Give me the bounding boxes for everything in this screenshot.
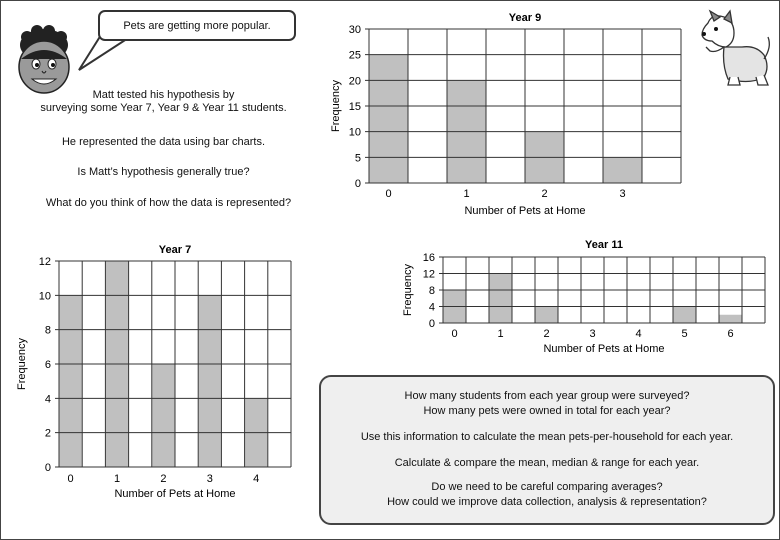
question-4: Calculate & compare the mean, median & range for each year. bbox=[394, 457, 700, 469]
year11-bar-chart bbox=[397, 235, 773, 359]
year7-x-tick-label: 4 bbox=[253, 473, 260, 485]
year7-x-axis-label: Number of Pets at Home bbox=[114, 488, 236, 500]
question-1: How many students from each year group were surveyed? bbox=[404, 390, 690, 402]
year9-bar-chart bbox=[321, 7, 691, 221]
year9-x-tick-label: 3 bbox=[619, 188, 626, 200]
year7-y-tick-label: 4 bbox=[44, 393, 51, 406]
year9-x-tick-label: 2 bbox=[541, 188, 548, 200]
year11-y-tick-label: 4 bbox=[428, 301, 435, 314]
question-3: Use this information to calculate the mean pets-per-household for each year. bbox=[360, 431, 734, 443]
year9-y-tick-label: 10 bbox=[348, 126, 361, 139]
year11-bar bbox=[674, 307, 696, 324]
year9-bar bbox=[604, 157, 642, 183]
year7-chart-title: Year 7 bbox=[158, 244, 192, 256]
matt-face-icon bbox=[13, 21, 75, 99]
year7-bar bbox=[60, 295, 82, 467]
year11-x-tick-label: 1 bbox=[497, 328, 504, 340]
year7-y-tick-label: 12 bbox=[38, 256, 51, 268]
year7-y-tick-label: 8 bbox=[44, 324, 51, 337]
year9-x-tick-label: 1 bbox=[463, 188, 470, 200]
year11-x-tick-label: 3 bbox=[589, 328, 596, 340]
speech-bubble: Pets are getting more popular. bbox=[98, 10, 296, 41]
year9-x-tick-label: 0 bbox=[385, 188, 392, 200]
intro-line-4: Is Matt’s hypothesis generally true? bbox=[77, 166, 250, 178]
year7-y-axis-label: Frequency bbox=[16, 338, 28, 390]
intro-line-3: He represented the data using bar charts. bbox=[61, 136, 265, 148]
year7-bar bbox=[199, 295, 221, 467]
year11-y-axis-label: Frequency bbox=[402, 264, 414, 316]
year7-y-tick-label: 0 bbox=[44, 462, 51, 474]
year11-bar bbox=[720, 315, 742, 323]
questions-box bbox=[319, 375, 775, 525]
year11-y-tick-label: 16 bbox=[422, 252, 435, 264]
year7-bar bbox=[152, 364, 174, 467]
year11-y-tick-label: 8 bbox=[428, 285, 435, 297]
year11-x-tick-label: 4 bbox=[635, 328, 642, 340]
year11-x-tick-label: 6 bbox=[727, 328, 734, 340]
question-6: How could we improve data collection, analysis & representation? bbox=[387, 496, 707, 508]
year11-bar bbox=[490, 274, 512, 324]
intro-line-5: What do you think of how the data is represented? bbox=[45, 197, 292, 209]
year7-y-tick-label: 6 bbox=[44, 359, 51, 371]
year11-chart-title: Year 11 bbox=[585, 239, 623, 251]
intro-line-2: surveying some Year 7, Year 9 & Year 11 students. bbox=[40, 102, 287, 114]
question-2: How many pets were owned in total for each year? bbox=[423, 405, 671, 417]
year9-y-tick-label: 0 bbox=[354, 178, 361, 190]
year9-y-tick-label: 25 bbox=[348, 49, 361, 62]
year9-bar bbox=[370, 55, 408, 183]
intro-line-1: Matt tested his hypothesis by bbox=[92, 89, 235, 101]
year7-x-tick-label: 1 bbox=[113, 473, 121, 485]
dog-icon bbox=[694, 7, 774, 87]
year9-y-axis-label: Frequency bbox=[330, 80, 342, 132]
year9-chart-title: Year 9 bbox=[508, 12, 542, 24]
year9-x-axis-label: Number of Pets at Home bbox=[464, 205, 586, 217]
year11-x-tick-label: 5 bbox=[681, 328, 688, 340]
year9-y-tick-label: 15 bbox=[348, 101, 361, 113]
year11-y-tick-label: 0 bbox=[428, 318, 435, 330]
year11-x-tick-label: 2 bbox=[543, 328, 550, 340]
question-5: Do we need to be careful comparing averages? bbox=[431, 481, 663, 493]
year9-y-tick-label: 5 bbox=[354, 152, 361, 165]
year7-x-tick-label: 3 bbox=[206, 473, 213, 485]
year11-x-axis-label: Number of Pets at Home bbox=[543, 343, 665, 355]
year9-y-tick-label: 30 bbox=[348, 24, 361, 36]
year9-y-tick-label: 20 bbox=[348, 75, 361, 88]
year11-bar bbox=[536, 307, 558, 324]
year7-x-tick-label: 2 bbox=[160, 473, 167, 485]
speech-bubble-tail bbox=[71, 35, 141, 75]
year11-y-tick-label: 12 bbox=[422, 268, 435, 281]
year7-y-tick-label: 2 bbox=[44, 427, 51, 440]
year7-bar-chart bbox=[11, 239, 311, 503]
year7-x-tick-label: 0 bbox=[67, 473, 74, 485]
year11-x-tick-label: 0 bbox=[451, 328, 458, 340]
year7-y-tick-label: 10 bbox=[38, 290, 51, 303]
